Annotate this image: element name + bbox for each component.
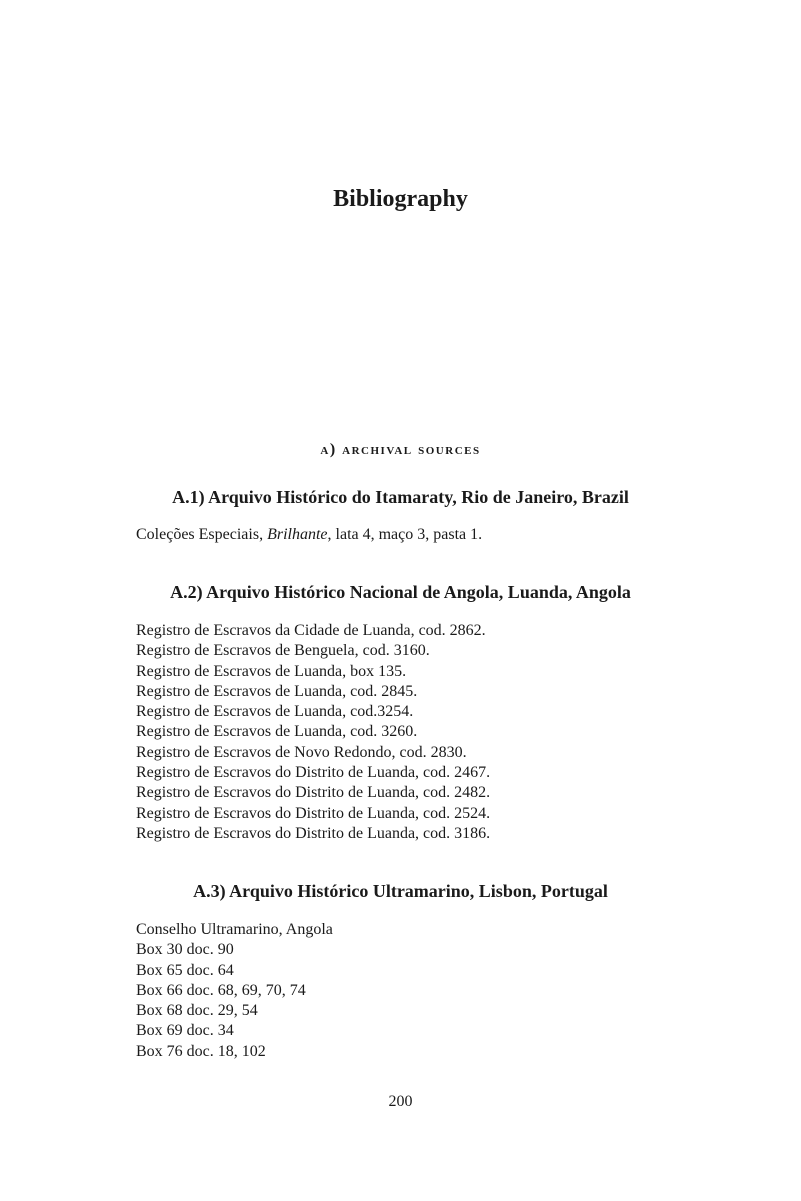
entry-text: Coleções Especiais, (136, 526, 268, 543)
bibliography-entry: Box 30 doc. 90 (136, 941, 234, 959)
bibliography-entry: Registro de Escravos de Luanda, cod.3254. (136, 703, 414, 721)
bibliography-entry: Box 68 doc. 29, 54 (136, 1002, 258, 1020)
bibliography-entry: Registro de Escravos da Cidade de Luanda, cod. 2862. (136, 622, 486, 639)
subsection-heading-itamaraty: A.1) Arquivo Histórico do Itamaraty, Rio de Janeiro, Brazil (172, 487, 629, 507)
bibliography-entry: Box 76 doc. 18, 102 (136, 1042, 266, 1060)
subsection-heading-ultramarino: A.3) Arquivo Histórico Ultramarino, Lisbon, Portugal (193, 881, 608, 901)
section-heading-archival-sources: a) archival sources (320, 441, 481, 458)
bibliography-entry: Conselho Ultramarino, Angola (136, 921, 333, 938)
bibliography-entry: Registro de Escravos do Distrito de Luanda, cod. 2467. (136, 764, 491, 782)
bibliography-entry: Registro de Escravos do Distrito de Luanda, cod. 2524. (136, 804, 491, 822)
page-title: Bibliography (333, 186, 468, 212)
entries-itamaraty (136, 525, 736, 545)
entries-angola (136, 621, 736, 844)
bibliography-entry: Registro de Escravos de Luanda, cod. 3260. (136, 723, 418, 741)
entry-italic-title: Brilhante (267, 526, 328, 543)
bibliography-entry (136, 525, 736, 545)
page-number: 200 (388, 1093, 413, 1110)
bibliography-entry: Registro de Escravos de Benguela, cod. 3160. (136, 642, 430, 660)
bibliography-entry: Box 69 doc. 34 (136, 1022, 234, 1040)
bibliography-entry: Registro de Escravos de Luanda, cod. 2845. (136, 682, 418, 700)
entries-ultramarino (136, 920, 736, 1062)
entry-text: , lata 4, maço 3, pasta 1. (327, 526, 483, 543)
bibliography-entry: Registro de Escravos de Luanda, box 135. (136, 662, 407, 680)
bibliography-entry: Box 66 doc. 68, 69, 70, 74 (136, 981, 306, 999)
bibliography-entry: Registro de Escravos do Distrito de Luanda, cod. 3186. (136, 824, 491, 842)
bibliography-entry: Registro de Escravos do Distrito de Luanda, cod. 2482. (136, 784, 491, 802)
subsection-heading-angola: A.2) Arquivo Histórico Nacional de Angola, Luanda, Angola (170, 582, 631, 602)
bibliography-entry: Box 65 doc. 64 (136, 961, 234, 979)
bibliography-entry: Registro de Escravos de Novo Redondo, cod. 2830. (136, 743, 467, 761)
